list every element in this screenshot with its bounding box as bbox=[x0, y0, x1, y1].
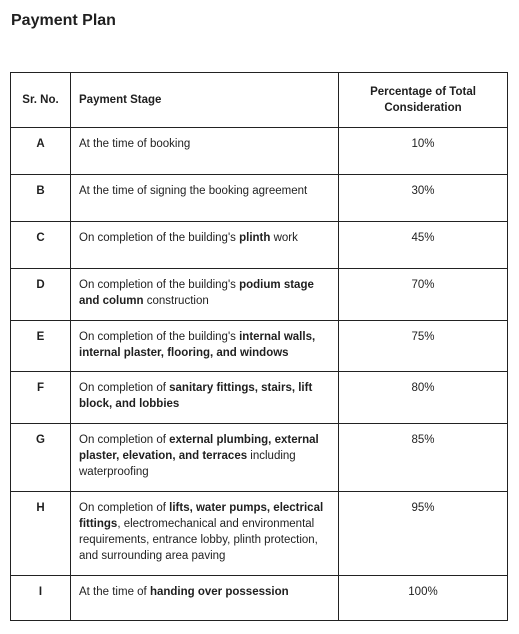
stage-text: On completion of the building's bbox=[79, 279, 240, 291]
percentage-cell: 70% bbox=[339, 269, 508, 321]
percentage-cell: 80% bbox=[339, 372, 508, 424]
stage-text: At the time of signing the booking agreement bbox=[79, 185, 308, 197]
stage-text: On completion of the building's bbox=[79, 331, 240, 343]
stage-text-bold: plinth bbox=[239, 232, 271, 244]
percentage-cell: 75% bbox=[339, 321, 508, 372]
stage-cell bbox=[71, 222, 339, 269]
stage-text-bold: sanitary fittings, stairs, lift block, and lobbies bbox=[79, 382, 313, 410]
percentage-cell: 100% bbox=[339, 576, 508, 621]
sr-no-cell: F bbox=[11, 372, 71, 424]
stage-text: On completion of the building's bbox=[79, 232, 240, 244]
sr-no-cell: D bbox=[11, 269, 71, 321]
sr-no-cell: A bbox=[11, 128, 71, 175]
table-row bbox=[11, 321, 508, 372]
sr-no-cell: G bbox=[11, 424, 71, 492]
percentage-cell: 10% bbox=[339, 128, 508, 175]
stage-text-bold: lifts, water pumps, electrical fittings bbox=[79, 502, 324, 530]
percentage-cell: 85% bbox=[339, 424, 508, 492]
stage-cell bbox=[71, 492, 339, 576]
stage-text: On completion of bbox=[79, 434, 170, 446]
header-percentage: Percentage of Total Consideration bbox=[339, 73, 508, 128]
stage-text-bold: external plumbing, external plaster, elevation, and terraces bbox=[79, 434, 319, 462]
stage-cell bbox=[71, 175, 339, 222]
stage-text: At the time of bbox=[79, 586, 150, 598]
stage-cell bbox=[71, 424, 339, 492]
header-payment-stage: Payment Stage bbox=[71, 73, 339, 128]
sr-no-cell: I bbox=[11, 576, 71, 621]
table-row bbox=[11, 222, 508, 269]
stage-text: On completion of bbox=[79, 502, 170, 514]
table-row bbox=[11, 372, 508, 424]
sr-no-cell: B bbox=[11, 175, 71, 222]
table-header-row bbox=[11, 73, 508, 128]
stage-cell bbox=[71, 576, 339, 621]
table-row bbox=[11, 424, 508, 492]
percentage-cell: 45% bbox=[339, 222, 508, 269]
stage-text: construction bbox=[143, 295, 209, 307]
stage-cell bbox=[71, 372, 339, 424]
percentage-cell: 30% bbox=[339, 175, 508, 222]
sr-no-cell: H bbox=[11, 492, 71, 576]
payment-plan-table bbox=[10, 72, 508, 621]
stage-text-bold: handing over possession bbox=[149, 586, 289, 598]
stage-text: At the time of booking bbox=[79, 138, 191, 150]
stage-text: including waterproofing bbox=[79, 450, 296, 478]
table-row bbox=[11, 175, 508, 222]
stage-text: work bbox=[270, 232, 298, 244]
stage-text: On completion of bbox=[79, 382, 170, 394]
page-title: Payment Plan bbox=[11, 12, 116, 29]
stage-text: , electromechanical and environmental requirements, entrance lobby, plinth protection, and surrounding area paving bbox=[79, 518, 318, 562]
stage-text-bold: internal walls, internal plaster, flooring, and windows bbox=[79, 331, 316, 359]
table-row bbox=[11, 576, 508, 621]
table-row bbox=[11, 492, 508, 576]
stage-cell bbox=[71, 269, 339, 321]
stage-cell bbox=[71, 321, 339, 372]
table-row bbox=[11, 128, 508, 175]
header-sr-no: Sr. No. bbox=[11, 73, 71, 128]
sr-no-cell: C bbox=[11, 222, 71, 269]
percentage-cell: 95% bbox=[339, 492, 508, 576]
table-row bbox=[11, 269, 508, 321]
stage-text-bold: podium stage and column bbox=[79, 279, 314, 307]
sr-no-cell: E bbox=[11, 321, 71, 372]
stage-cell bbox=[71, 128, 339, 175]
